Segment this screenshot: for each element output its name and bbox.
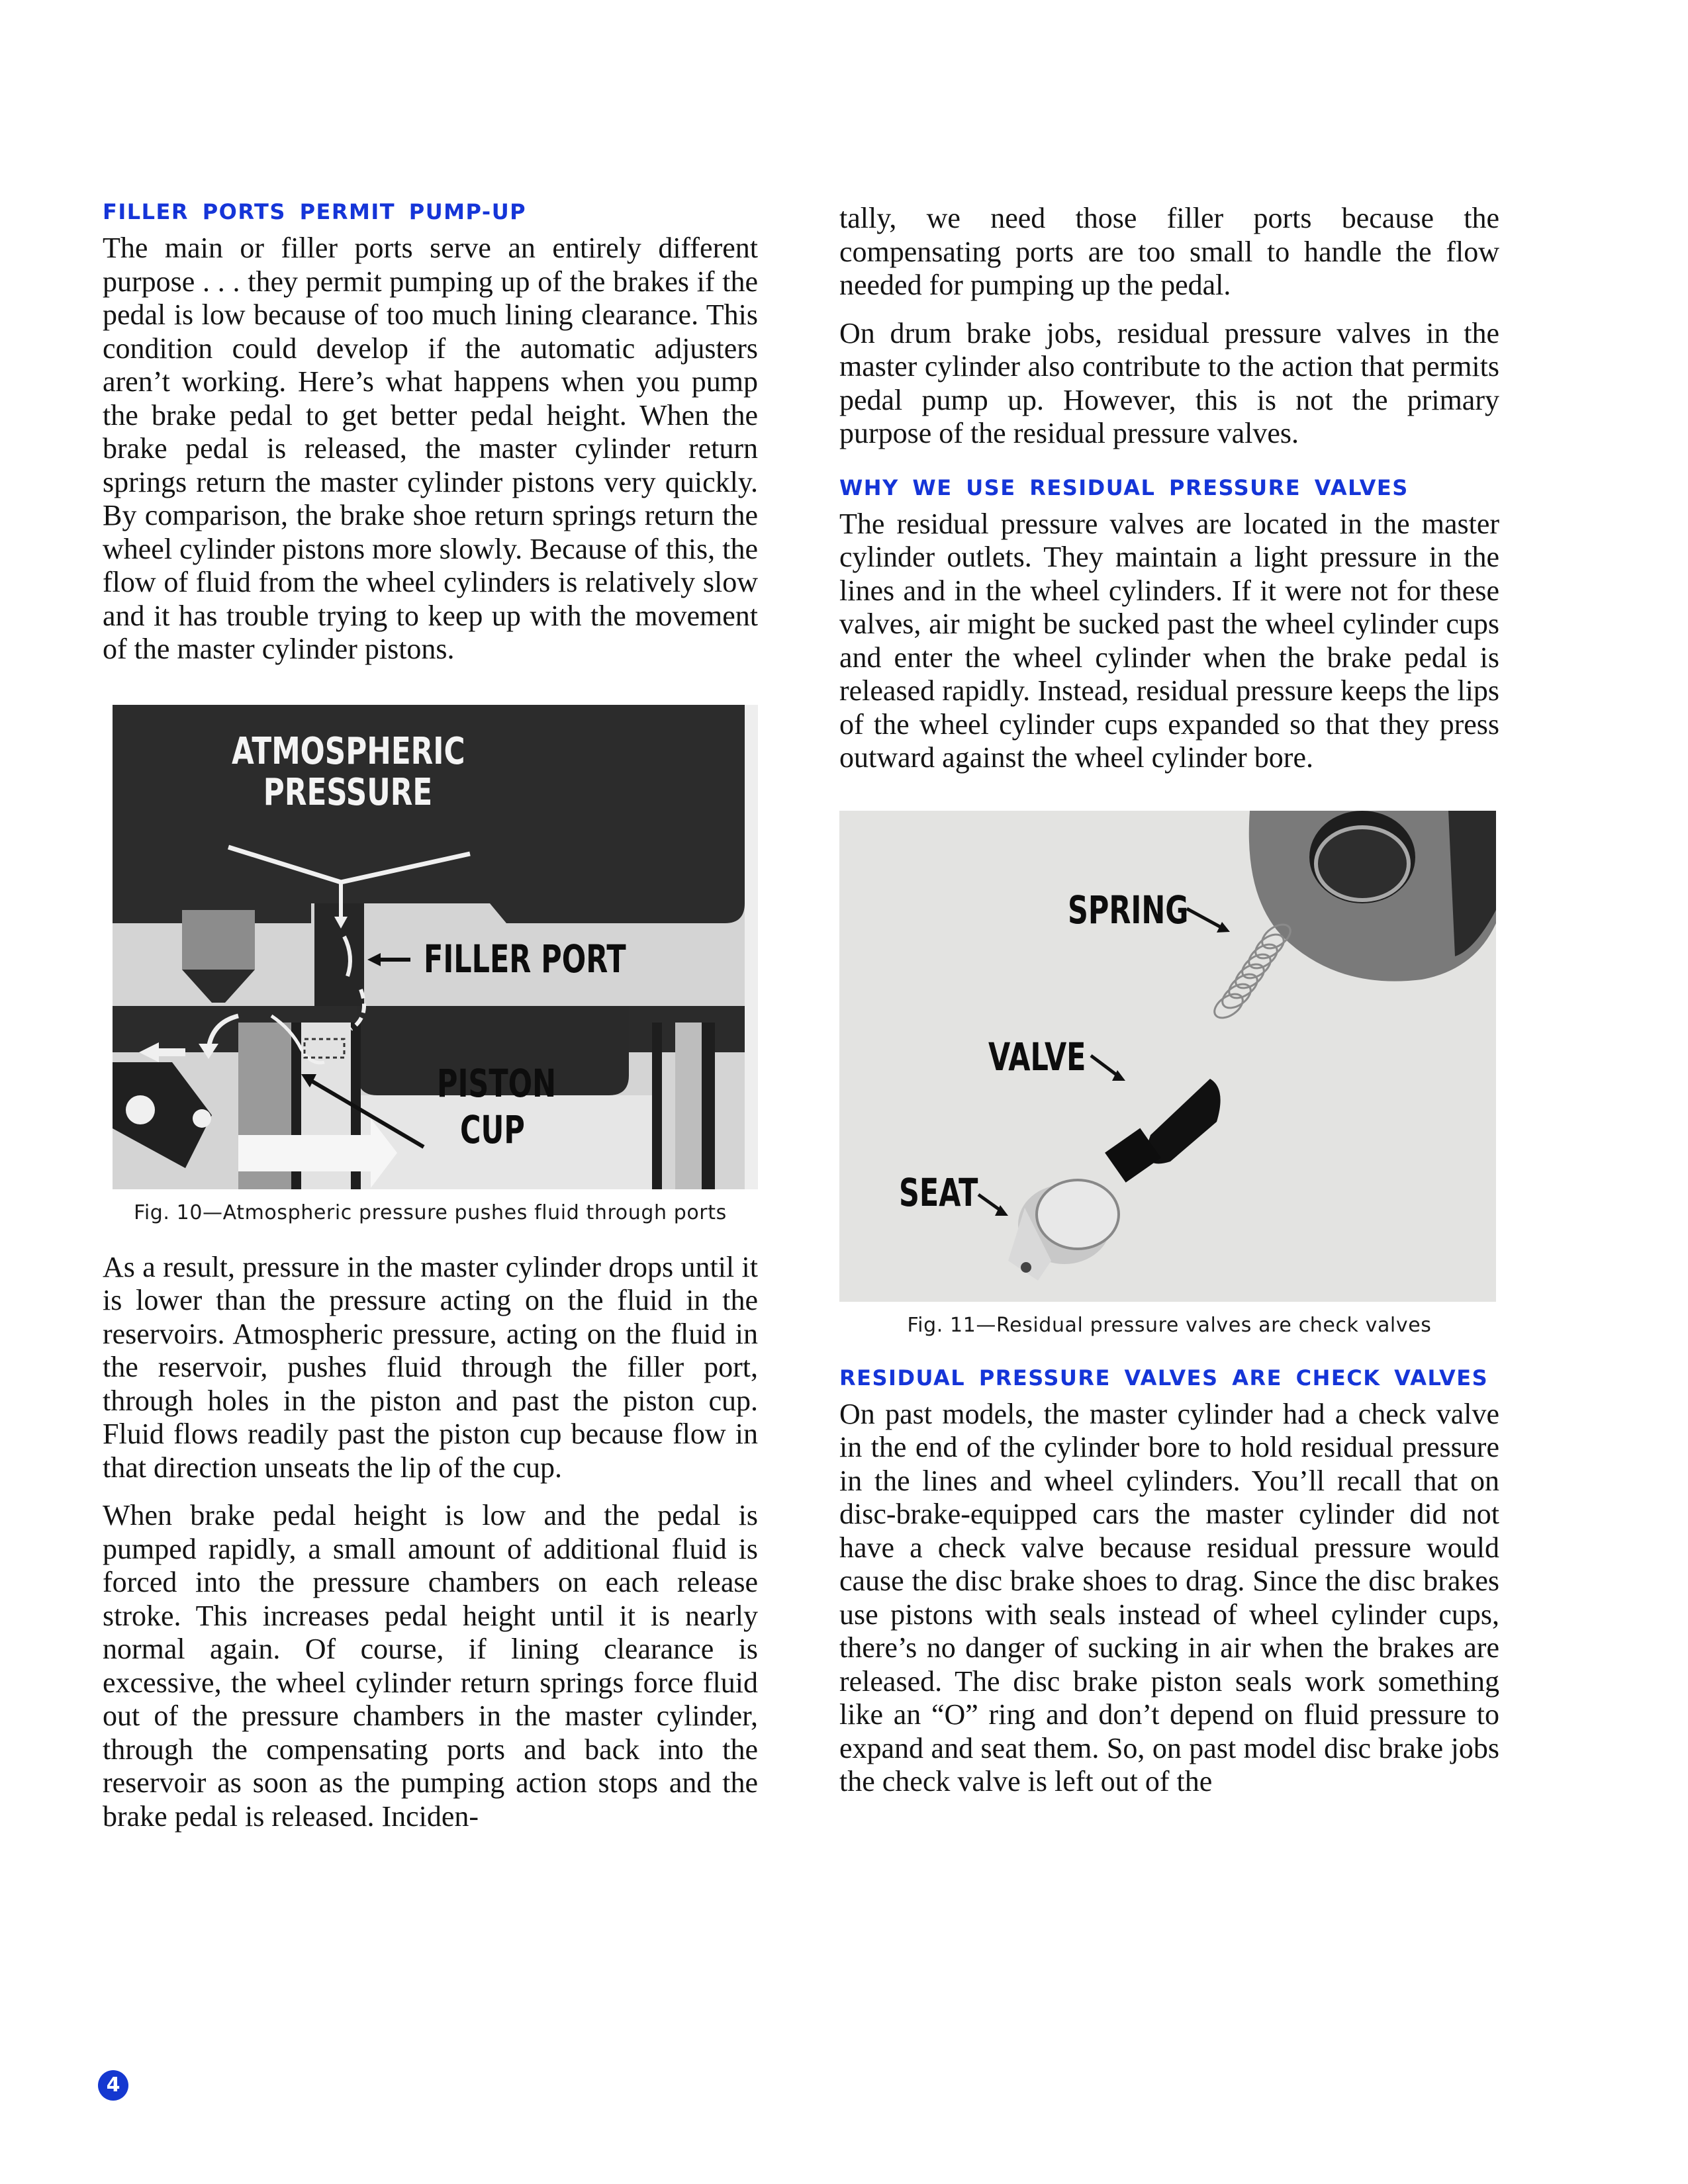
- atmospheric-pressure-label: [232, 729, 465, 814]
- piston-label: PISTON: [437, 1060, 557, 1106]
- label-pressure: PRESSURE: [263, 770, 433, 814]
- check-valve-photo-icon: [839, 811, 1496, 1302]
- body-paragraph: The residual pressure valves are located in the master cylinder outlets. They maintain a light pressure in the lines and in the wheel cylinders. If it were not for these valves, air might be sucked past the wheel cylinder cups and enter the wheel cylinder when the brake pedal is released rapidly. Instead, residual pressure keeps the lips of the wheel cylinder cups expanded so that they press outward against the wheel cylinder bore.: [839, 507, 1499, 774]
- figure-10: [103, 705, 758, 1224]
- section-heading-residual-valves: WHY WE USE RESIDUAL PRESSURE VALVES: [839, 475, 1409, 500]
- seat-label: SEAT: [899, 1169, 978, 1215]
- figure-11-caption: Fig. 11—Residual pressure valves are check valves: [907, 1313, 1432, 1337]
- left-column: [103, 199, 758, 1848]
- section-heading-filler-ports: FILLER PORTS PERMIT PUMP-UP: [103, 199, 527, 224]
- body-paragraph: On past models, the master cylinder had a check valve in the end of the cylinder bore to hold residual pressure in the lines and wheel cylinders. You’ll recall that on disc-brake-equipped cars the master cylinder did not have a check valve because residual pressure would cause the disc brake shoes to drag. Since the disc brakes use pistons with seals instead of wheel cylinder cups, there’s no danger of sucking in air when the brakes are released. The disc brake piston seals work something like an “O” ring and don’t depend on fluid pressure to expand and seat them. So, on past model disc brake jobs the check valve is left out of the: [839, 1397, 1499, 1797]
- valve-label: VALVE: [988, 1034, 1086, 1079]
- section-heading-check-valves: RESIDUAL PRESSURE VALVES ARE CHECK VALVES: [839, 1365, 1489, 1390]
- figure-10-caption: Fig. 10—Atmospheric pressure pushes fluid through ports: [134, 1201, 727, 1224]
- right-column: [839, 202, 1499, 1813]
- filler-port-label: FILLER PORT: [424, 936, 626, 981]
- spring-label: SPRING: [1068, 887, 1189, 933]
- body-paragraph: On drum brake jobs, residual pressure valves in the master cylinder also contribute to the action that permits pedal pump up. However, this is not the primary purpose of the residual pressure valves.: [839, 316, 1499, 449]
- body-paragraph: When brake pedal height is low and the pedal is pumped rapidly, a small amount of additional fluid is forced into the pressure chambers on each release stroke. This increases pedal height until it is nearly normal again. Of course, if lining clearance is excessive, the wheel cylinder return springs force fluid out of the pressure chambers in the master cylinder, through the compensating ports and back into the reservoir as soon as the pumping action stops and the brake pedal is released. Inciden-: [103, 1499, 758, 1833]
- body-paragraph: The main or filler ports serve an entirely different purpose . . . they permit pumping up of the brakes if the pedal is low because of too much lining clearance. This condition could develop if the automatic adjusters aren’t working. Here’s what happens when you pump the brake pedal to get better pedal height. When the brake pedal is released, the master cylinder return springs return the master cylinder pistons very quickly. By comparison, the brake shoe return springs return the wheel cylinder pistons more slowly. Because of this, the flow of fluid from the wheel cylinders is relatively slow and it has trouble trying to keep up with the movement of the master cylinder pistons.: [103, 232, 758, 665]
- page-number-badge: 4: [98, 2070, 128, 2101]
- check-valve-components-photo: [839, 811, 1496, 1302]
- figure-11: [839, 811, 1499, 1337]
- cup-label: CUP: [460, 1107, 525, 1152]
- label-atmospheric: ATMOSPHERIC: [232, 729, 465, 773]
- master-cylinder-cutaway-illustration: [113, 705, 758, 1189]
- body-paragraph: tally, we need those filler ports because the compensating ports are too small to handle the flow needed for pumping up the pedal.: [839, 202, 1499, 301]
- body-paragraph: As a result, pressure in the master cylinder drops until it is lower than the pressure acting on the fluid in the reservoirs. Atmospheric pressure, acting on the fluid in the reservoir, pushes fluid through the filler port, through holes in the piston and past the piston cup. Fluid flows readily past the piston cup because flow in that direction unseats the lip of the cup.: [103, 1250, 758, 1484]
